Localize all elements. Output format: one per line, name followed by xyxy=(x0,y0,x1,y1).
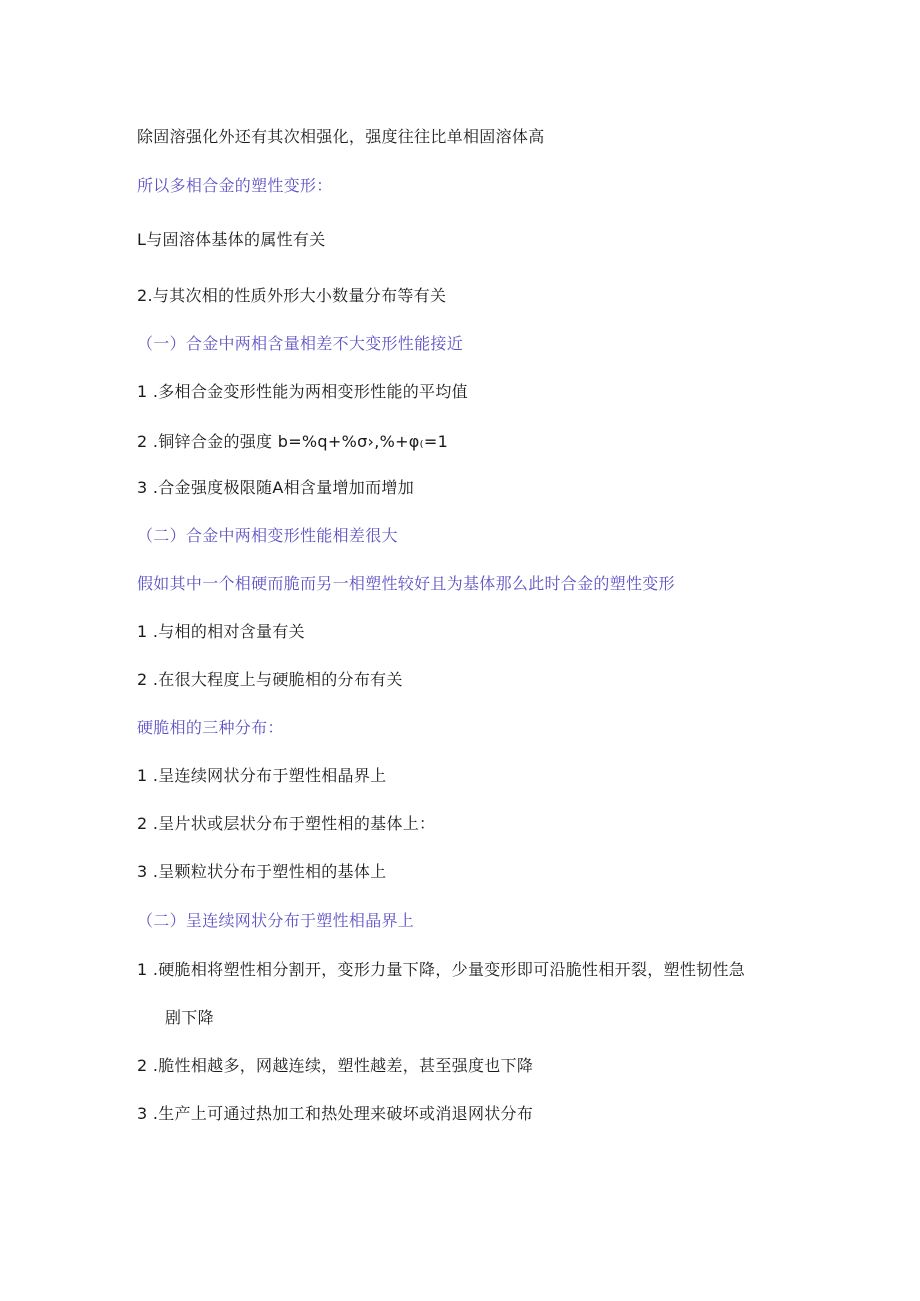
text-line: 2.与其次相的性质外形大小数量分布等有关 xyxy=(137,286,447,305)
text-line: 2 .脆性相越多，网越连续，塑性越差，甚至强度也下降 xyxy=(137,1056,534,1075)
text-line: 1 .硬脆相将塑性相分割开，变形力量下降，少量变形即可沿脆性相开裂，塑性韧性急 xyxy=(137,960,746,979)
section-heading: （一）合金中两相含量相差不大变形性能接近 xyxy=(137,334,464,353)
text-line-continuation: 剧下降 xyxy=(165,1008,214,1027)
text-line: 1 .呈连续网状分布于塑性相晶界上 xyxy=(137,766,387,785)
section-heading: （二）合金中两相变形性能相差很大 xyxy=(137,526,398,545)
text-line: 3 .呈颗粒状分布于塑性相的基体上 xyxy=(137,862,387,881)
text-line: 1 .多相合金变形性能为两相变形性能的平均值 xyxy=(137,382,468,401)
formula-line: 2 .铜锌合金的强度 b=%q+%σ›,%+φ₍=1 xyxy=(137,432,449,451)
section-heading: （二）呈连续网状分布于塑性相晶界上 xyxy=(137,911,415,930)
text-line: 1 .与相的相对含量有关 xyxy=(137,622,305,641)
text-line: 2 .呈片状或层状分布于塑性相的基体上： xyxy=(137,814,436,833)
text-line: 2 .在很大程度上与硬脆相的分布有关 xyxy=(137,670,403,689)
text-line: 假如其中一个相硬而脆而另一相塑性较好且为基体那么此时合金的塑性变形 xyxy=(137,574,675,593)
text-line: 所以多相合金的塑性变形： xyxy=(137,176,333,195)
text-line: 3 .合金强度极限随A相含量增加而增加 xyxy=(137,478,414,497)
text-line: 除固溶强化外还有其次相强化，强度往往比单相固溶体高 xyxy=(137,127,545,146)
text-line: 硬脆相的三种分布： xyxy=(137,718,284,737)
text-line: L与固溶体基体的属性有关 xyxy=(137,230,326,249)
text-line: 3 .生产上可通过热加工和热处理来破坏或消退网状分布 xyxy=(137,1104,534,1123)
